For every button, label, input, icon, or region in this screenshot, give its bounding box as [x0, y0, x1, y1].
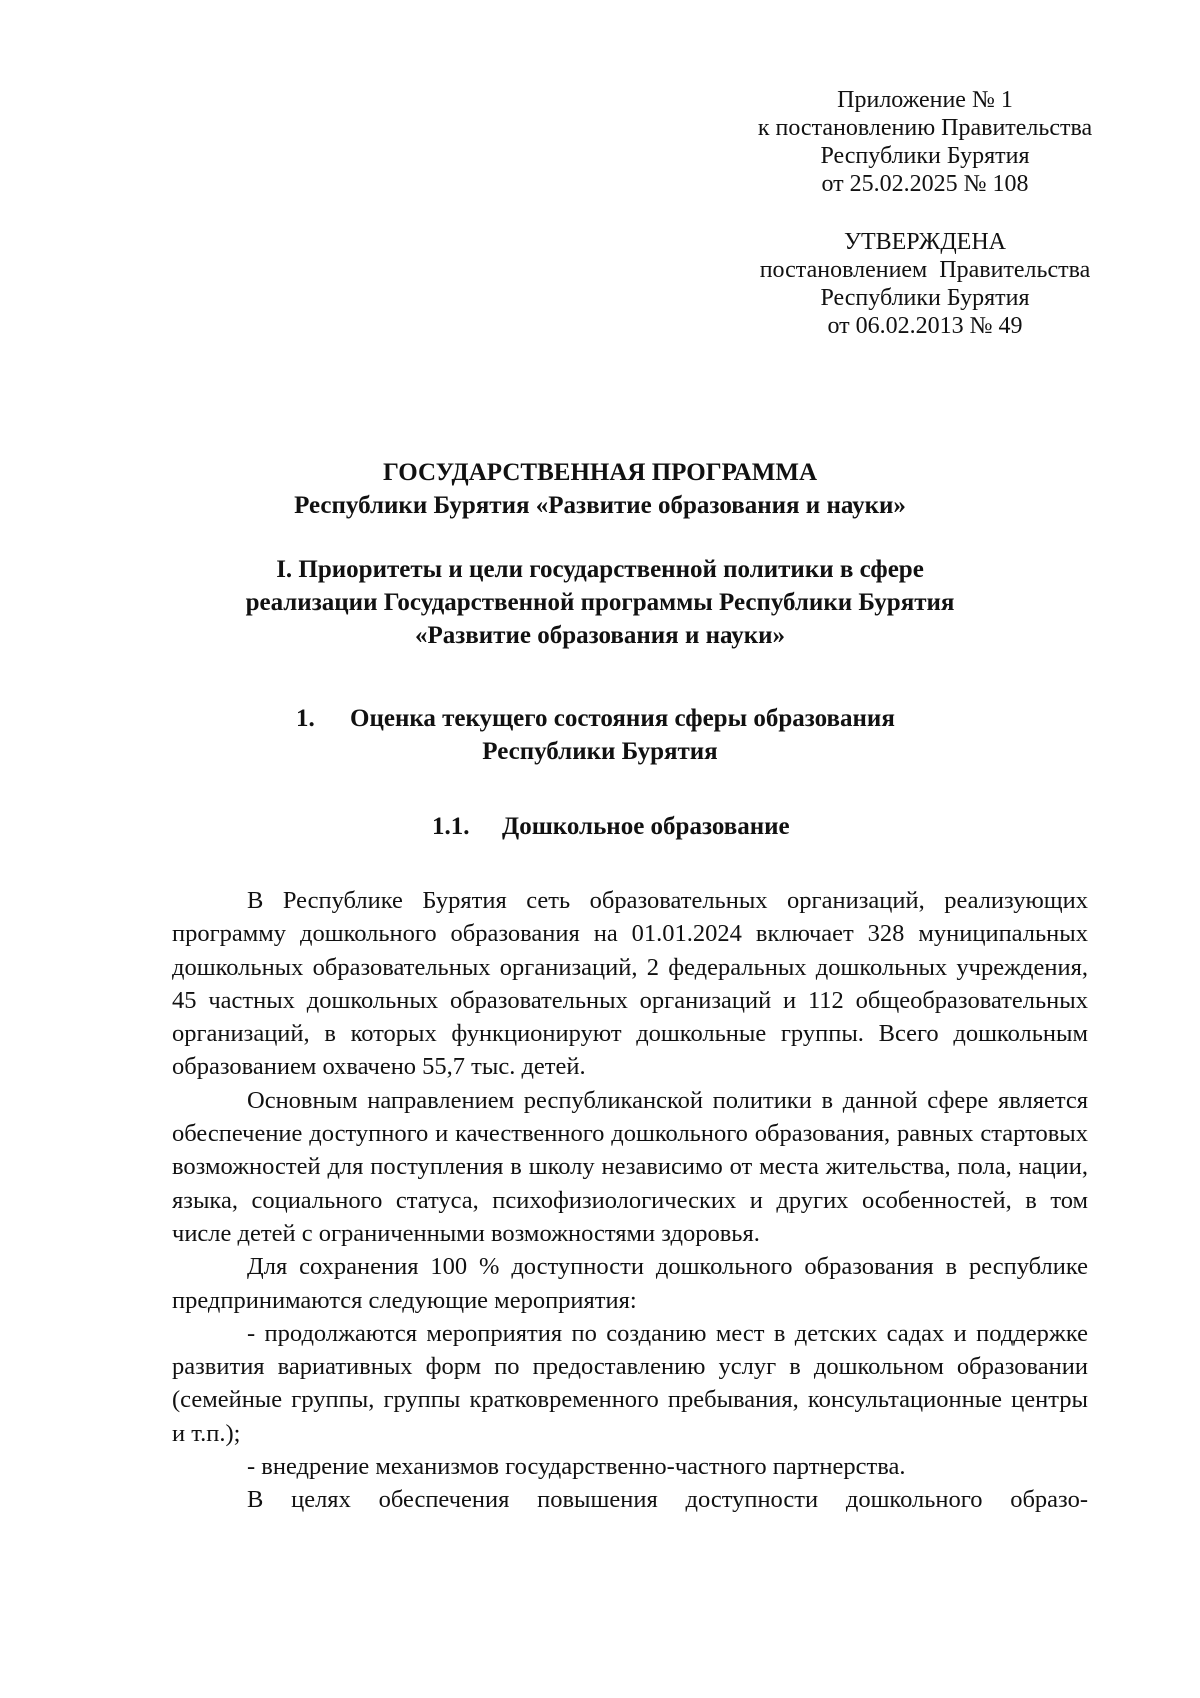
program-title-line: Республики Бурятия «Развитие образования и науки» — [294, 492, 906, 519]
heading-number: 1. — [296, 705, 315, 732]
heading-text: Дошкольное образование — [502, 813, 790, 840]
approved-stamp-line: Республики Бурятия — [820, 285, 1030, 311]
approved-stamp-line: постановлением Правительства — [759, 257, 1091, 283]
appendix-stamp — [745, 86, 1105, 198]
section-title-line: реализации Государственной программы Республики Бурятия — [245, 589, 955, 616]
list-item: - продолжаются мероприятия по созданию мест в детских садах и поддержке развития вариативных форм по предоставлению услуг в дошкольном образовании (семейные группы, группы кратковременного пребывания, консультационные центры и т.п.); — [172, 1319, 1088, 1447]
heading-number: 1.1. — [432, 813, 470, 840]
heading-1 — [170, 702, 1030, 768]
body-text — [172, 884, 1088, 1517]
heading-text-continuation: Республики Бурятия — [482, 738, 718, 765]
appendix-stamp-line: к постановлению Правительства — [757, 115, 1093, 141]
list-item: - внедрение механизмов государственно-частного партнерства. — [247, 1453, 906, 1481]
approved-stamp-line: УТВЕРЖДЕНА — [843, 229, 1007, 255]
program-title-line: ГОСУДАРСТВЕННАЯ ПРОГРАММА — [382, 459, 818, 486]
appendix-stamp-line: Приложение № 1 — [837, 87, 1013, 113]
section-title-line: I. Приоритеты и цели государственной политики в сфере — [276, 556, 924, 583]
section-title — [170, 553, 1030, 652]
paragraph: В Республике Бурятия сеть образовательных организаций, реализующих программу дошкольного образования на 01.01.2024 включает 328 муниципальных дошкольных образовательных организаций, 2 федеральных дошкольных учреждения, 45 частных дошкольных образовательных организаций и 112 общеобразовательных организаций, в которых функционируют дошкольные группы. Всего дошкольным образованием охвачено 55,7 тыс. детей. — [172, 887, 1088, 1081]
approved-stamp — [745, 228, 1105, 340]
heading-text: Оценка текущего состояния сферы образования — [350, 705, 895, 732]
section-title-line: «Развитие образования и науки» — [414, 622, 786, 649]
appendix-stamp-line: от 25.02.2025 № 108 — [821, 171, 1029, 197]
paragraph: Для сохранения 100 % доступности дошкольного образования в республике предпринимаются следующие мероприятия: — [172, 1253, 1088, 1314]
paragraph: Основным направлением республиканской политики в данной сфере является обеспечение доступного и качественного дошкольного образования, равных стартовых возможностей для поступления в школу независимо от места жительства, пола, нации, языка, социального статуса, психофизиологических и других особенностей, в том числе детей с ограниченными возможностями здоровья. — [172, 1086, 1088, 1247]
appendix-stamp-line: Республики Бурятия — [820, 143, 1030, 169]
heading-1-1 — [170, 810, 1030, 843]
paragraph: В целях обеспечения повышения доступности дошкольного образо- — [247, 1486, 1088, 1514]
approved-stamp-line: от 06.02.2013 № 49 — [827, 313, 1023, 339]
program-title — [170, 456, 1030, 522]
